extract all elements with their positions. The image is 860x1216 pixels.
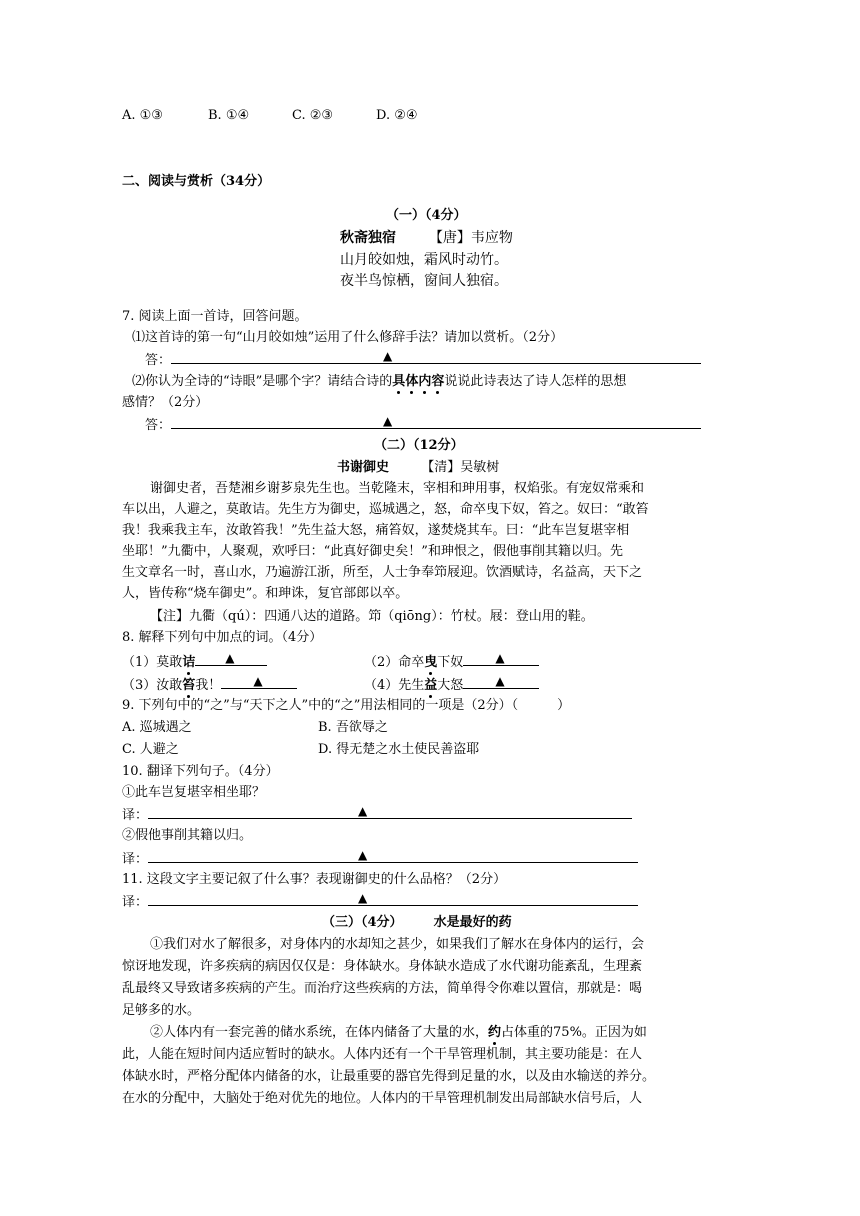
q11-answer-field[interactable]	[148, 891, 638, 906]
q7-sub2-cont: 感情？（2分）	[122, 395, 209, 410]
translate-label: 译：	[122, 895, 149, 910]
triangle-marker-icon: ▲	[358, 891, 368, 905]
prose-line-1: 谢御史者，吾楚湘乡谢芗泉先生也。当乾隆末，宰相和珅用事，权焰张。有宠奴常乘和	[150, 481, 645, 496]
triangle-marker-icon: ▲	[358, 848, 368, 862]
q6-option-d: D. ②④	[376, 108, 418, 123]
triangle-marker-icon: ▲	[225, 651, 235, 665]
q8-item-1: （1）莫敢诘 ▲	[122, 651, 267, 673]
prose-line-6: 人，皆传称“烧车御史”。和珅诛，复官部郎以卒。	[122, 586, 409, 601]
triangle-marker-icon: ▲	[358, 804, 368, 818]
answer-label: 答：	[145, 353, 172, 368]
q8-item-3: （3）汝敢笞我！ ▲	[122, 674, 297, 696]
dotted-word: 诘	[182, 655, 196, 670]
essay-p1-line-3: 乱最终又导致诸多疾病的产生。而治疗这些疾病的方法，简单得令你难以置信，那就是：喝	[122, 981, 643, 996]
q10-answer-line-1	[122, 804, 632, 826]
q9-stem: 9. 下列句中的“之”与“天下之人”中的“之”用法相同的一项是（2分）（ ）	[122, 698, 571, 713]
triangle-marker-icon: ▲	[495, 674, 505, 688]
triangle-marker-icon: ▲	[253, 674, 263, 688]
dotted-word: 笞	[182, 678, 196, 693]
q6-option-a: A. ①③	[122, 108, 163, 123]
translate-label: 译：	[122, 808, 149, 823]
essay-p2-line-4: 在水的分配中，大脑处于绝对优先的地位。人体内的干旱管理机制发出局部缺水信号后，人	[122, 1091, 643, 1106]
q8-answer-3-field[interactable]	[221, 674, 297, 689]
q9-option-d: D. 得无楚之水土使民善盗耶	[318, 742, 480, 757]
q10-answer-1-field[interactable]	[148, 804, 632, 819]
q8-answer-2-field[interactable]	[463, 651, 539, 666]
q8-item-4: （4）先生益大怒 ▲	[364, 674, 539, 696]
prose-line-2: 车以出，人避之，莫敢诘。先生方为御史，巡城遇之，怒，命卒曳下奴，笞之。奴曰：“敢笞	[122, 502, 649, 517]
q8-answer-1-field[interactable]	[195, 651, 267, 666]
q7-answer-line-1	[145, 349, 701, 371]
q7-intro: 7. 阅读上面一首诗，回答问题。	[122, 309, 308, 324]
poem-line-2: 夜半鸟惊栖，窗间人独宿。	[340, 273, 508, 289]
prose-heading	[337, 458, 499, 478]
essay-p1-line-1: ①我们对水了解很多，对身体内的水却知之甚少，如果我们了解水在身体内的运行，会	[150, 937, 645, 952]
poem-part-label: （一）（4分）	[386, 208, 467, 223]
q7-answer-1-field[interactable]	[171, 349, 701, 364]
q7-sub1: ⑴这首诗的第一句“山月皎如烛”运用了什么修辞手法？请加以赏析。（2分）	[132, 330, 564, 345]
prose-part-label: （二）（12分）	[374, 438, 464, 453]
q6-option-c: C. ②③	[292, 108, 334, 123]
q11-stem: 11. 这段文字主要记叙了什么事？表现谢御史的什么品格？（2分）	[122, 872, 507, 887]
translate-label: 译：	[122, 852, 149, 867]
essay-heading	[322, 913, 512, 933]
triangle-marker-icon: ▲	[383, 349, 393, 363]
answer-label: 答：	[145, 418, 172, 433]
dotted-word: 益	[424, 678, 438, 693]
essay-p2-line-2: 此，人能在短时间内适应暂时的缺水。人体内还有一个干旱管理机制，其主要功能是：在人	[122, 1047, 643, 1062]
essay-p2-line-1: ②人体内有一套完善的储水系统，在体内储备了大量的水，约占体重的75%。正因为如	[150, 1025, 647, 1040]
q9-option-c: C. 人避之	[122, 742, 179, 757]
dotted-word: 曳	[424, 655, 438, 670]
essay-p1-line-2: 惊讶地发现，许多疾病的病因仅仅是：身体缺水。身体缺水造成了水代谢功能紊乱，生理紊	[122, 959, 643, 974]
q7-emphasis: 具体内容	[392, 374, 445, 389]
q8-item-2: （2）命卒曳下奴 ▲	[364, 651, 539, 673]
triangle-marker-icon: ▲	[495, 651, 505, 665]
q10-sentence-1: ①此车岂复堪宰相坐耶？	[122, 785, 266, 800]
q7-answer-line-2	[145, 414, 701, 436]
q6-option-b: B. ①④	[208, 108, 250, 123]
q10-answer-2-field[interactable]	[148, 848, 638, 863]
essay-p2-line-3: 体缺水时，严格分配体内储备的水，让最重要的器官先得到足量的水，以及由水输送的养分。	[122, 1069, 656, 1084]
q9-option-a: A. 巡城遇之	[122, 720, 192, 735]
q9-option-b: B. 吾欲辱之	[318, 720, 388, 735]
essay-part-label: （三）（4分）	[322, 915, 403, 930]
section2-title: 二、阅读与赏析（34分）	[122, 174, 271, 189]
q8-stem: 8. 解释下列句中加点的词。（4分）	[122, 630, 323, 645]
poem-title: 秋斋独宿	[340, 230, 396, 246]
essay-p1-line-4: 足够多的水。	[122, 1003, 201, 1018]
dotted-word: 约	[488, 1025, 502, 1040]
q7-answer-2-field[interactable]	[171, 414, 701, 429]
q10-answer-line-2	[122, 848, 638, 870]
q6-options	[122, 106, 418, 126]
prose-line-5: 生文章名一时，喜山水，乃遍游江浙，所至，人士争奉笻屐迎。饮酒赋诗，名益高，天下之	[122, 565, 643, 580]
prose-note: 【注】九衢（qú）：四通八达的道路。笻（qiōng）：竹杖。屐：登山用的鞋。	[150, 609, 594, 624]
q10-stem: 10. 翻译下列句子。（4分）	[122, 764, 279, 779]
triangle-marker-icon: ▲	[383, 414, 393, 428]
q8-answer-4-field[interactable]	[463, 674, 539, 689]
q7-sub2: ⑵你认为全诗的“诗眼”是哪个字？请结合诗的具体内容说说此诗表达了诗人怎样的思想	[132, 374, 627, 389]
prose-author: 【清】吴敏树	[421, 460, 500, 475]
essay-title: 水是最好的药	[433, 915, 512, 930]
prose-title: 书谢御史	[337, 460, 390, 475]
q11-answer-line	[122, 891, 638, 913]
prose-line-3: 我！我乘我主车，汝敢笞我！”先生益大怒，痛笞奴，遂焚烧其车。曰：“此车岂复堪宰相	[122, 523, 630, 538]
q10-sentence-2: ②假他事削其籍以归。	[122, 828, 253, 843]
prose-line-4: 坐耶！”九衢中，人聚观，欢呼曰：“此真好御史矣！”和珅恨之，假他事削其籍以归。先	[122, 544, 623, 559]
poem-heading	[340, 228, 513, 248]
poem-line-1: 山月皎如烛，霜风时动竹。	[340, 252, 508, 268]
poem-author: 【唐】韦应物	[428, 230, 513, 246]
